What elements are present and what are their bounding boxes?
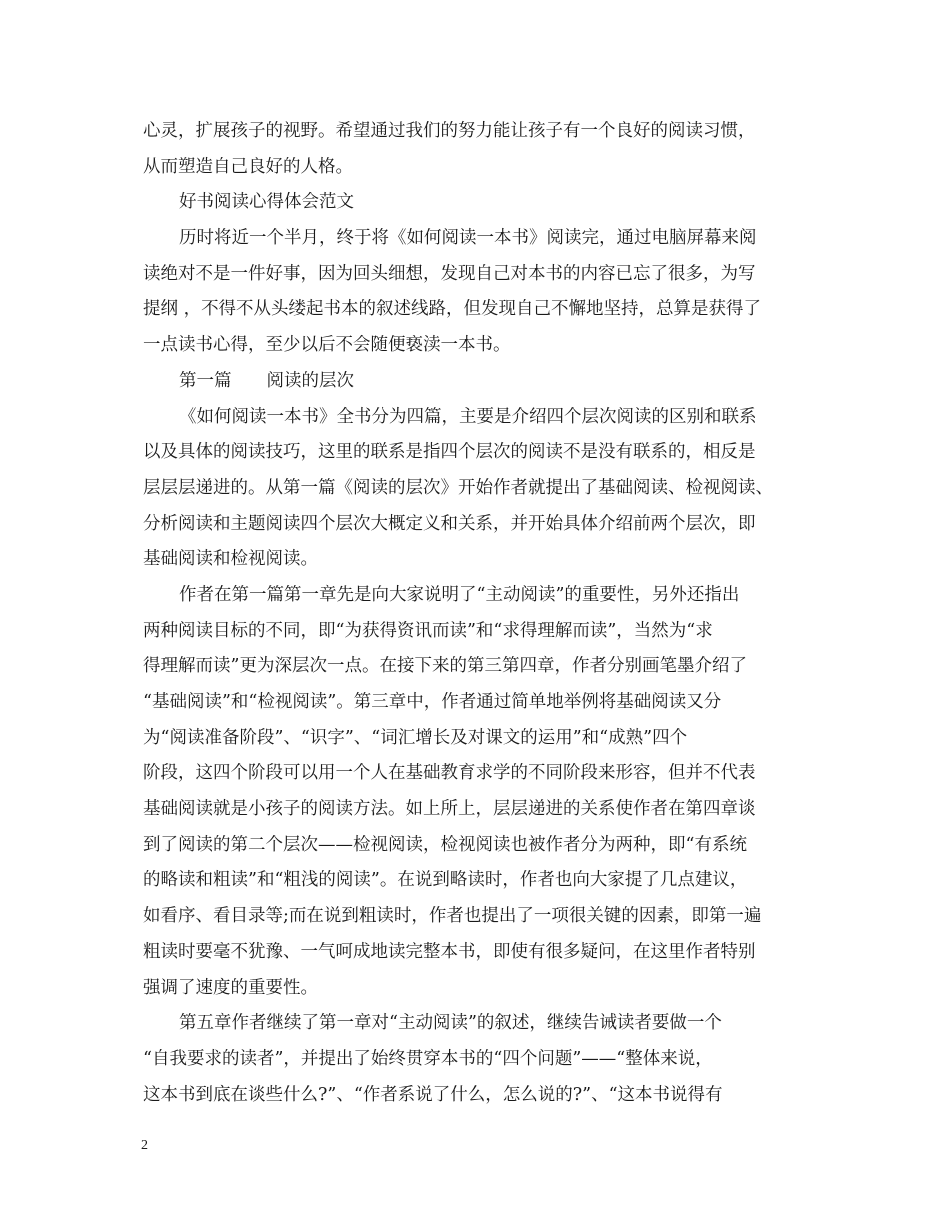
text-line: 得理解而读”更为深层次一点。在接下来的第三第四章，作者分别画笔墨介绍了: [143, 656, 747, 677]
text-line: 这本书到底在谈些什么?”、“作者系说了什么，怎么说的?”、“这本书说得有: [143, 1084, 723, 1105]
text-line: 读绝对不是一件好事，因为回头细想，发现自己对本书的内容已忘了很多，为写: [143, 263, 756, 284]
text-line: 为“阅读准备阶段”、“识字”、“词汇增长及对课文的运用”和“成熟”四个: [143, 727, 688, 748]
text-line: 基础阅读和检视阅读。: [143, 549, 318, 570]
text-line: 两种阅读目标的不同，即“为获得资讯而读”和“求得理解而读”，当然为“求: [143, 620, 713, 641]
text-line: 第一篇 阅读的层次: [179, 370, 354, 391]
text-line: 阶段，这四个阶段可以用一个人在基础教育求学的不同阶段来形容，但并不代表: [143, 763, 756, 784]
text-line: 如看序、看目录等;而在说到粗读时，作者也提出了一项很关键的因素，即第一遍: [143, 906, 762, 927]
text-line: 历时将近一个半月，终于将《如何阅读一本书》阅读完，通过电脑屏幕来阅: [179, 228, 757, 249]
text-line: 提纲 ，不得不从头缕起书本的叙述线路，但发现自己不懈地坚持，总算是获得了: [143, 299, 762, 320]
text-line: 从而塑造自己良好的人格。: [143, 156, 353, 177]
text-line: 强调了速度的重要性。: [143, 977, 318, 998]
text-line: 好书阅读心得体会范文: [179, 192, 354, 213]
text-line: 作者在第一篇第一章先是向大家说明了“主动阅读”的重要性，另外还指出: [179, 584, 740, 605]
text-line: 以及具体的阅读技巧，这里的联系是指四个层次的阅读不是没有联系的，相反是: [143, 442, 756, 463]
page-number: 2: [141, 1138, 148, 1153]
text-line: 第五章作者继续了第一章对“主动阅读”的叙述，继续告诫读者要做一个: [179, 1013, 722, 1034]
text-line: 粗读时要毫不犹豫、一气呵成地读完整本书，即使有很多疑问，在这里作者特别: [143, 941, 756, 962]
text-line: 层层层递进的。从第一篇《阅读的层次》开始作者就提出了基础阅读、检视阅读、: [143, 477, 773, 498]
text-line: 基础阅读就是小孩子的阅读方法。如上所上，层层递进的关系使作者在第四章谈: [143, 799, 756, 820]
text-line: 《如何阅读一本书》全书分为四篇，主要是介绍四个层次阅读的区别和联系: [179, 406, 757, 427]
text-line: 的略读和粗读”和“粗浅的阅读”。在说到略读时，作者也向大家提了几点建议，: [143, 870, 748, 891]
text-line: 到了阅读的第二个层次——检视阅读，检视阅读也被作者分为两种，即“有系统: [143, 834, 747, 855]
text-line: 心灵，扩展孩子的视野。希望通过我们的努力能让孩子有一个良好的阅读习惯，: [143, 121, 756, 141]
body-text: [143, 114, 823, 1113]
text-line: 分析阅读和主题阅读四个层次大概定义和关系，并开始具体介绍前两个层次，即: [143, 513, 756, 534]
text-line: “基础阅读”和“检视阅读”。第三章中，作者通过简单地举例将基础阅读又分: [143, 692, 722, 712]
text-line: “自我要求的读者”，并提出了始终贯穿本书的“四个问题”——“整体来说，: [143, 1048, 713, 1069]
text-line: 一点读书心得，至少以后不会随便亵渎一本书。: [143, 335, 511, 356]
